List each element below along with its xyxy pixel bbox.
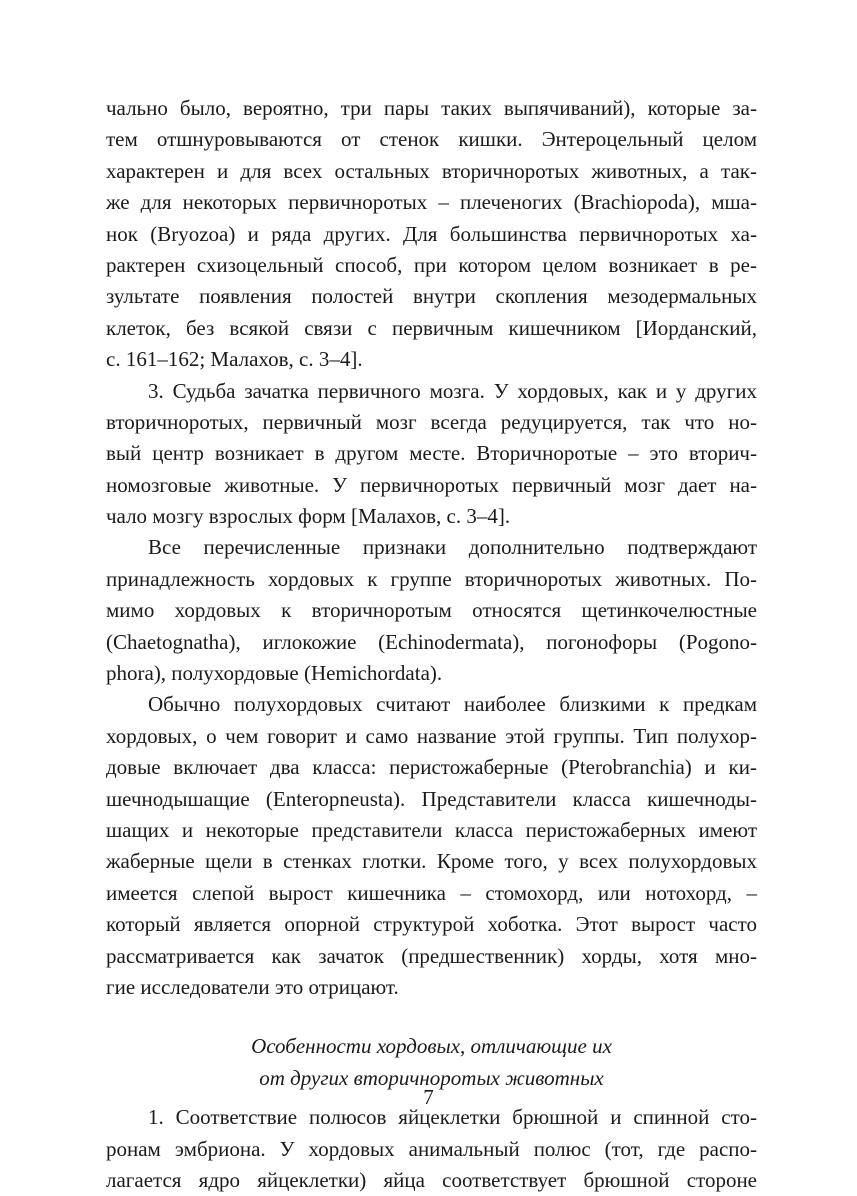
text-line: тем отшнуровываются от стенок кишки. Энтероцельный целом (106, 127, 757, 152)
text-line: рактерен схизоцельный способ, при котором целом возникает в ре- (106, 252, 757, 277)
heading-line: от других вторичноротых животных (259, 1065, 604, 1090)
text-line: номозговые животные. У первичноротых первичный мозг дает на- (106, 472, 757, 497)
text-line: клеток, без всякой связи с первичным кишечником [Иорданский, (106, 315, 757, 340)
text-line: с. 161–162; Малахов, с. 3–4]. (106, 347, 363, 372)
text-line: принадлежность хордовых к группе вторичноротых животных. По- (106, 566, 757, 591)
text-line: ронам эмбриона. У хордовых анимальный полюс (тот, где распо- (106, 1136, 757, 1161)
text-line: (Chaetognatha), иглокожие (Echinodermata), погонофоры (Pogono- (106, 629, 757, 654)
body-paragraphs (106, 93, 757, 1003)
text-line: чало мозгу взрослых форм [Малахов, с. 3–4]. (106, 504, 511, 529)
text-line: шащих и некоторые представители класса перистожаберных имеют (106, 817, 757, 842)
text-line: гие исследователи это отрицают. (106, 974, 399, 999)
text-line: рассматривается как зачаток (предшественник) хорды, хотя мно- (106, 943, 757, 968)
text-line: Обычно полухордовых считают наиболее близкими к предкам (148, 692, 757, 717)
text-line: чально было, вероятно, три пары таких выпячиваний), которые за- (106, 96, 757, 120)
text-line: хордовых, о чем говорит и само название этой группы. Тип полухор- (106, 723, 757, 748)
text-line: вый центр возникает в другом месте. Вторичноротые – это вторич- (106, 441, 757, 466)
text-line: 1. Соответствие полюсов яйцеклетки брюшной и спинной сто- (148, 1105, 757, 1130)
text-line: мимо хордовых к вторичноротым относятся щетинкочелюстные (106, 598, 757, 623)
text-line: характерен и для всех остальных вторичноротых животных, а так- (106, 158, 757, 183)
text-line: который является опорной структурой хоботка. Этот вырост часто (106, 912, 757, 937)
page-number: 7 (423, 1085, 434, 1109)
text-line: 3. Судьба зачатка первичного мозга. У хордовых, как и у других (148, 378, 757, 403)
text-line: вторичноротых, первичный мозг всегда редуцируется, так что но- (106, 409, 757, 434)
text-line: phora), полухордовые (Hemichordata). (106, 661, 443, 686)
text-line: нок (Bryozoa) и ряда других. Для большинства первичноротых ха- (106, 221, 757, 246)
text-line: Все перечисленные признаки дополнительно подтверждают (148, 535, 757, 560)
page-text-block (106, 93, 757, 1196)
text-line: жаберные щели в стенках глотки. Кроме того, у всех полухордовых (106, 849, 757, 874)
text-line: шечнодышащие (Enteropneusta). Представители класса кишечноды- (106, 786, 757, 811)
heading-line: Особенности хордовых, отличающие их (251, 1034, 612, 1059)
text-line: довые включает два класса: перистожаберные (Pterobranchia) и ки- (106, 755, 757, 780)
text-line: лагается ядро яйцеклетки) яйца соответствует брюшной стороне (106, 1167, 757, 1192)
text-line: имеется слепой вырост кишечника – стомохорд, или нотохорд, – (106, 880, 757, 905)
text-line: же для некоторых первичноротых – плеченогих (Brachiopoda), мша- (106, 190, 757, 215)
text-line: зультате появления полостей внутри скопления мезодермальных (106, 284, 757, 309)
